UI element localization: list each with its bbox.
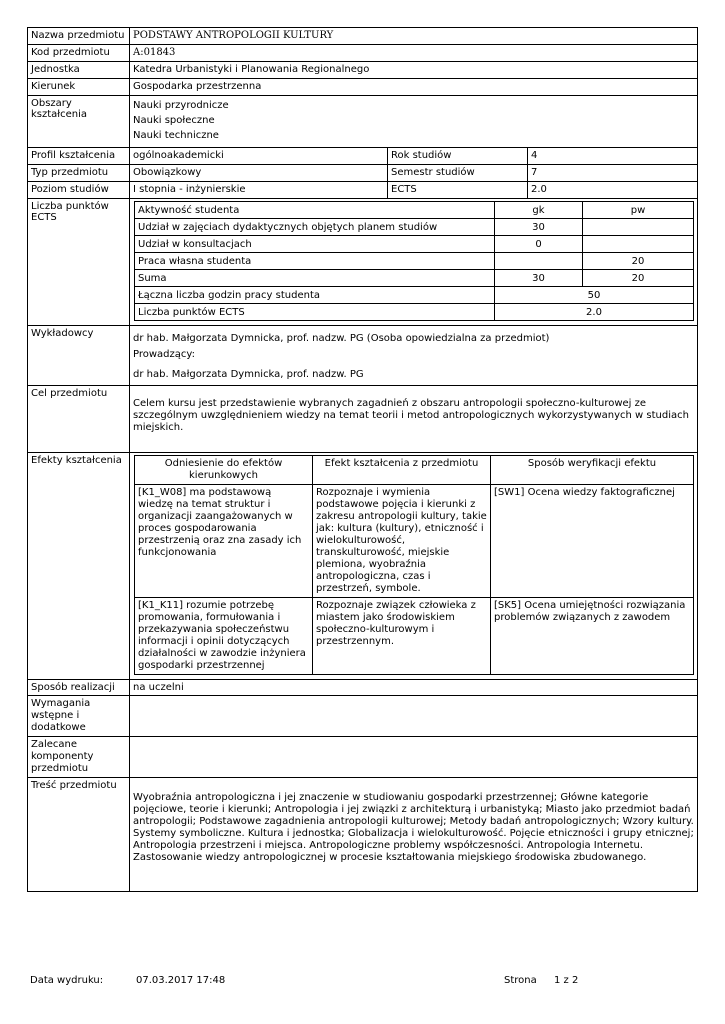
label-wymagania: Wymagania wstępne i dodatkowe [28,696,130,737]
value-zalecane [130,737,698,778]
efekty-header-ref: Odniesienie do efektów kierunkowych [135,456,313,485]
ects-pw-header: pw [583,202,694,219]
value-nazwa: PODSTAWY ANTROPOLOGII KULTURY [130,28,698,45]
table-row [135,253,694,270]
print-date-label: Data wydruku: [30,975,104,986]
print-date-value: 07.03.2017 17:48 [136,975,226,986]
ects-total-points-row [135,304,694,321]
prowadzacy-label: Prowadzący: [133,349,195,360]
efekty-header-verify: Sposób weryfikacji efektu [491,456,694,485]
value-semestr: 7 [528,165,698,182]
label-tresc: Treść przedmiotu [28,778,130,892]
ects-total-hours-value: 50 [495,287,694,304]
efekty-header-row [135,456,694,485]
page-number: 1 z 2 [554,975,579,986]
value-poziom: I stopnia - inżynierskie [130,182,388,199]
obszar-item: Nauki przyrodnicze [133,100,229,111]
ects-row-name: Udział w zajęciach dydaktycznych objętych planem studiów [135,219,495,236]
efekt-verify: [SW1] Ocena wiedzy faktograficznej [491,485,694,598]
ects-table [134,201,694,321]
table-row [135,485,694,598]
ects-row-name: Suma [135,270,495,287]
ects-total-hours-name: Łączna liczba godzin pracy studenta [135,287,495,304]
value-wymagania [130,696,698,737]
efekt-effect: Rozpoznaje związek człowieka z miastem jako środowiskiem społeczno-kulturowym i przestrzennym. [313,598,491,675]
value-realizacja: na uczelni [130,680,698,696]
label-poziom: Poziom studiów [28,182,130,199]
ects-row-gk [495,253,583,270]
ects-row-name: Praca własna studenta [135,253,495,270]
value-typ: Obowiązkowy [130,165,388,182]
label-kierunek: Kierunek [28,79,130,96]
row-obszary [28,96,698,148]
label-liczba-ects: Liczba punktów ECTS [28,199,130,326]
label-profil: Profil kształcenia [28,148,130,165]
ects-gk-header: gk [495,202,583,219]
ects-row-pw [583,236,694,253]
label-jednostka: Jednostka [28,62,130,79]
label-cel: Cel przedmiotu [28,386,130,453]
table-row [135,236,694,253]
efekt-ref: [K1_K11] rozumie potrzebę promowania, formułowania i przekazywania społeczeństwu informacji i opinii dotyczących działalności w zawodzie inżyniera gospodarki przestrzennej [135,598,313,675]
obszar-item: Nauki społeczne [133,115,215,126]
value-cel: Celem kursu jest przedstawienie wybranych zagadnień z obszaru antropologii społeczno-kulturowej ze szczególnym uwzględnieniem wiedzy na temat teorii i metod antropologicznych wykorzystywanych w studiach miejskich. [130,386,698,453]
row-zalecane [28,737,698,778]
value-profil: ogólnoakademicki [130,148,388,165]
ects-row-name: Udział w konsultacjach [135,236,495,253]
table-row [135,219,694,236]
ects-row-pw: 20 [583,270,694,287]
value-obszary [130,96,698,148]
label-zalecane: Zalecane komponenty przedmiotu [28,737,130,778]
row-nazwa [28,28,698,45]
efekt-ref: [K1_W08] ma podstawową wiedzę na temat struktur i organizacji zaangażowanych w proces gospodarowania przestrzenią oraz zna zasady ich funkcjonowania [135,485,313,598]
ects-total-points-name: Liczba punktów ECTS [135,304,495,321]
value-ects: 2.0 [528,182,698,199]
value-rok: 4 [528,148,698,165]
row-jednostka [28,62,698,79]
row-cel [28,386,698,453]
efekty-table [134,455,694,675]
label-nazwa: Nazwa przedmiotu [28,28,130,45]
ects-row-pw [583,219,694,236]
obszar-item: Nauki techniczne [133,130,219,141]
row-poziom [28,182,698,199]
ects-row-gk: 0 [495,236,583,253]
efekt-effect: Rozpoznaje i wymienia podstawowe pojęcia i kierunki z zakresu antropologii kultury, takie jak: kultura (kultury), etniczność i wielokulturowość, transkulturowość, miejskie plemiona, wyobraźnia antropologiczna, czas i przestrzeń, symbole. [313,485,491,598]
efekty-header-effect: Efekt kształcenia z przedmiotu [313,456,491,485]
label-ects: ECTS [388,182,528,199]
table-row [135,270,694,287]
ects-row-gk: 30 [495,219,583,236]
course-table [27,27,698,892]
row-typ [28,165,698,182]
row-wymagania [28,696,698,737]
efekt-verify: [SK5] Ocena umiejętności rozwiązania problemów związanych z zawodem [491,598,694,675]
row-kierunek [28,79,698,96]
row-wykladowcy [28,326,698,386]
row-ects-table [28,199,698,326]
wykladowca-odpowiedzialny: dr hab. Małgorzata Dymnicka, prof. nadzw. PG (Osoba opowiedzialna za przedmiot) [133,333,550,344]
ects-total-points-value: 2.0 [495,304,694,321]
course-sheet [27,27,697,892]
prowadzacy-name: dr hab. Małgorzata Dymnicka, prof. nadzw. PG [133,369,364,380]
label-realizacja: Sposób realizacji [28,680,130,696]
label-kod: Kod przedmiotu [28,45,130,62]
ects-total-hours-row [135,287,694,304]
ects-activity-header: Aktywność studenta [135,202,495,219]
value-kierunek: Gospodarka przestrzenna [130,79,698,96]
label-typ: Typ przedmiotu [28,165,130,182]
value-kod: A:01843 [130,45,698,62]
ects-row-gk: 30 [495,270,583,287]
value-jednostka: Katedra Urbanistyki i Planowania Regionalnego [130,62,698,79]
row-realizacja [28,680,698,696]
row-profil [28,148,698,165]
label-efekty: Efekty kształcenia [28,453,130,680]
label-rok: Rok studiów [388,148,528,165]
label-obszary: Obszary kształcenia [28,96,130,148]
label-semestr: Semestr studiów [388,165,528,182]
ects-header-row [135,202,694,219]
value-tresc: Wyobraźnia antropologiczna i jej znaczenie w studiowaniu gospodarki przestrzennej; Główne kategorie pojęciowe, teorie i kierunki; Antropologia i jej związki z architekturą i urbanistyką; Miasto jako przedmiot badań antropologii; Podstawowe zagadnienia antropologii kulturowej; Metody badań antropologicznych; Wzory kultury. Systemy symboliczne. Kultura i jednostka; Globalizacja i wielokulturowość. Pojęcie etniczności i grupy etnicznej; Antropologia przestrzeni i miejsca. Antropologiczne problemy współczesności. Antropologia Internetu. Zastosowanie wiedzy antropologicznej w procesie kształtowania miejskiego środowiska zbudowanego. [130,778,698,892]
ects-row-pw: 20 [583,253,694,270]
table-row [135,598,694,675]
page-label: Strona [504,975,537,986]
label-wykladowcy: Wykładowcy [28,326,130,386]
row-efekty [28,453,698,680]
row-tresc [28,778,698,892]
row-kod [28,45,698,62]
